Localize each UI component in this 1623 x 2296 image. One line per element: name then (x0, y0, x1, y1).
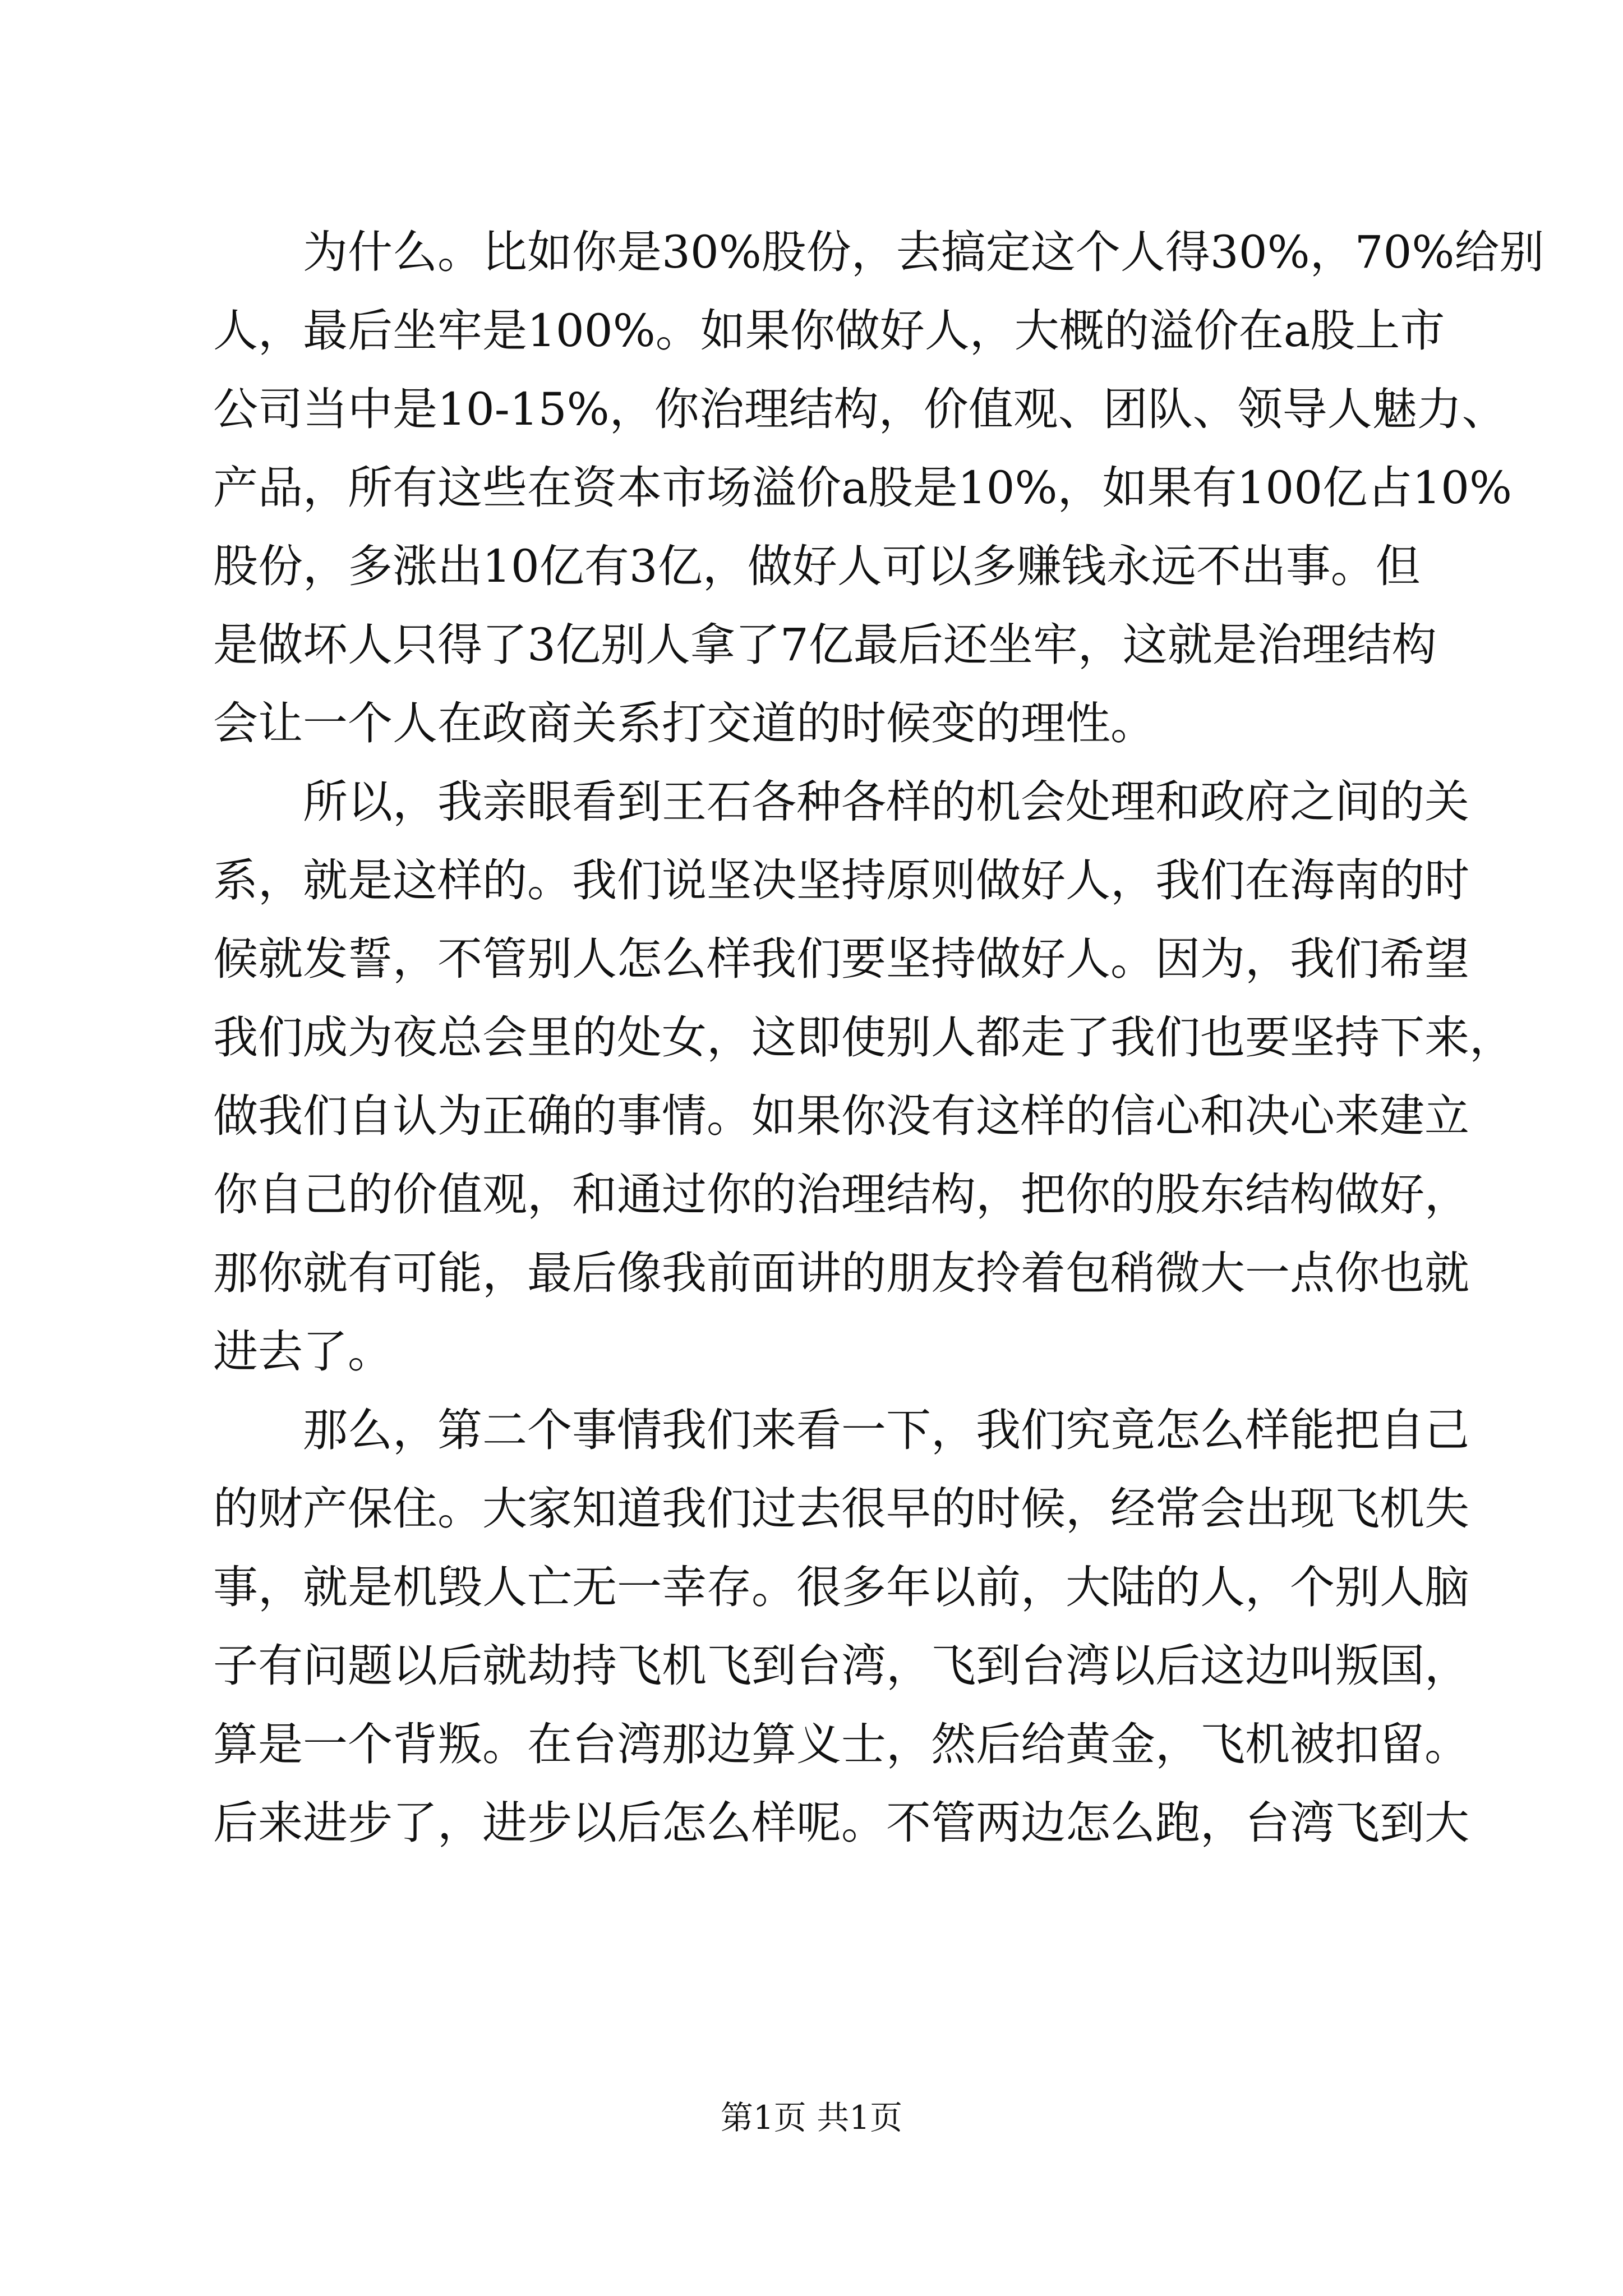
text-line: 进去了。 (213, 1326, 393, 1378)
text-line: 做我们自认为正确的事情。如果你没有这样的信心和决心来建立 (213, 1090, 1469, 1142)
text-line: 所以，我亲眼看到王石各种各样的机会处理和政府之间的关 (213, 776, 1469, 828)
page-footer: 第1页 共1页 (720, 2099, 903, 2137)
text-line: 股份，多涨出10亿有3亿，做好人可以多赚钱永远不出事。但 (213, 540, 1421, 592)
text-line: 你自己的价值观，和通过你的治理结构，把你的股东结构做好， (213, 1168, 1469, 1221)
text-line: 事，就是机毁人亡无一幸存。很多年以前，大陆的人，个别人脑 (213, 1561, 1469, 1613)
text-line: 那你就有可能，最后像我前面讲的朋友拎着包稍微大一点你也就 (213, 1247, 1469, 1299)
text-line: 子有问题以后就劫持飞机飞到台湾，飞到台湾以后这边叫叛国， (213, 1640, 1469, 1692)
text-line: 后来进步了，进步以后怎么样呢。不管两边怎么跑，台湾飞到大 (213, 1797, 1469, 1849)
text-line: 人，最后坐牢是100%。如果你做好人，大概的溢价在a股上市 (213, 305, 1445, 357)
text-line: 系，就是这样的。我们说坚决坚持原则做好人，我们在海南的时 (213, 854, 1469, 907)
text-line: 的财产保住。大家知道我们过去很早的时候，经常会出现飞机失 (213, 1483, 1469, 1535)
text-line: 公司当中是10-15%，你治理结构，价值观、团队、领导人魅力、 (213, 383, 1507, 435)
text-line: 为什么。比如你是30%股份，去搞定这个人得30%，70%给别 (213, 226, 1544, 278)
text-line: 那么，第二个事情我们来看一下，我们究竟怎么样能把自己 (213, 1404, 1469, 1456)
text-line: 我们成为夜总会里的处女，这即使别人都走了我们也要坚持下来， (213, 1011, 1514, 1064)
text-line: 候就发誓，不管别人怎么样我们要坚持做好人。因为，我们希望 (213, 933, 1469, 985)
text-line: 会让一个人在政商关系打交道的时候变的理性。 (213, 697, 1155, 749)
text-line: 是做坏人只得了3亿别人拿了7亿最后还坐牢，这就是治理结构 (213, 619, 1437, 671)
text-line: 产品，所有这些在资本市场溢价a股是10%，如果有100亿占10% (213, 462, 1513, 514)
text-line: 算是一个背叛。在台湾那边算义士，然后给黄金，飞机被扣留。 (213, 1718, 1469, 1770)
